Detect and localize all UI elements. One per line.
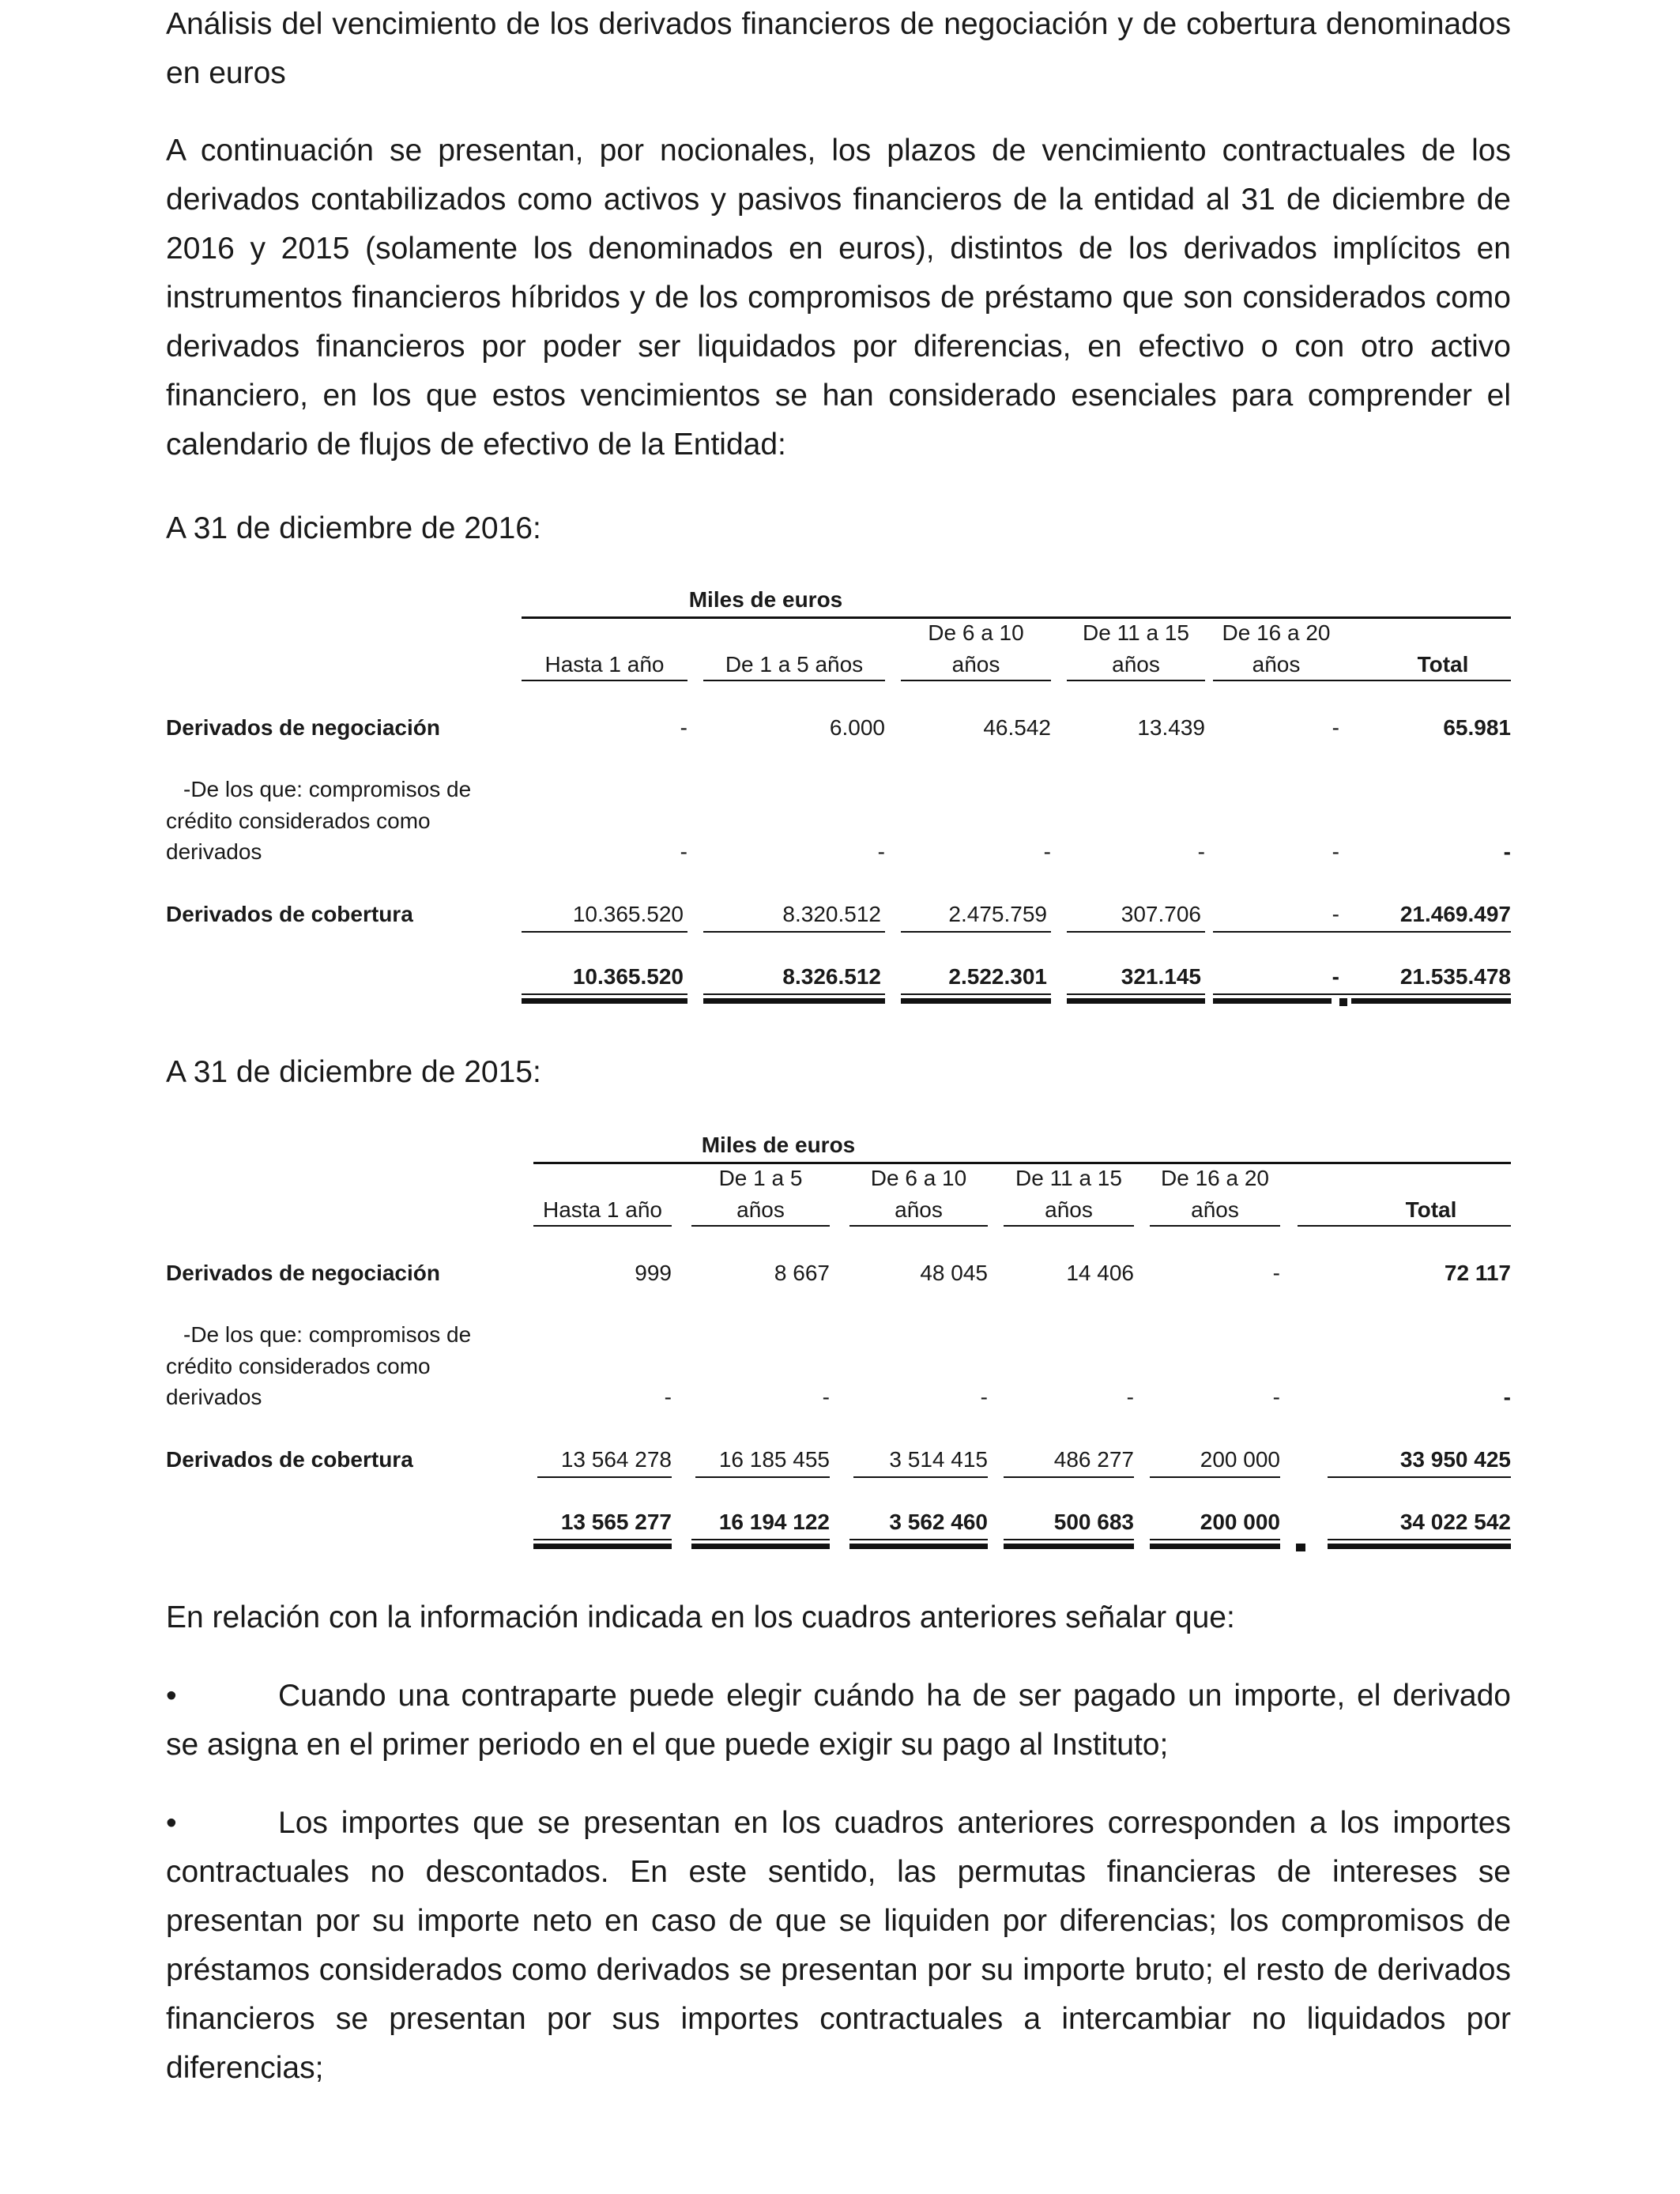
bullet-symbol: • bbox=[166, 1806, 177, 1840]
table-cell: 48 045 bbox=[920, 1261, 988, 1285]
col-header-6-10-l2: años bbox=[895, 1197, 943, 1222]
table-cell-sum-total: 21.535.478 bbox=[1399, 964, 1511, 989]
table-cell-total: 65.981 bbox=[1443, 715, 1511, 740]
row-label-compromisos-l3: derivados bbox=[166, 839, 262, 864]
col-header-11-15-l2: años bbox=[1045, 1197, 1093, 1222]
unit-header: Miles de euros bbox=[701, 1133, 856, 1157]
table-cell: 10.365.520 bbox=[572, 902, 684, 926]
bullet-symbol: • bbox=[166, 1679, 177, 1713]
table-cell: - bbox=[664, 1385, 672, 1409]
bullet-item bbox=[166, 1672, 1511, 1770]
table-cell-sum: 500 683 bbox=[1053, 1510, 1134, 1534]
col-header-16-20-l1: De 16 a 20 bbox=[1161, 1166, 1269, 1190]
table-cell-sum: 200 000 bbox=[1200, 1510, 1280, 1534]
table-cell: 13.439 bbox=[1137, 715, 1205, 740]
row-label-negociacion: Derivados de negociación bbox=[166, 1261, 440, 1285]
col-header-1-5-l1: De 1 a 5 bbox=[718, 1166, 803, 1190]
double-underline bbox=[522, 998, 687, 1004]
table-cell-sum: - bbox=[1332, 964, 1339, 989]
table-cell-total: - bbox=[1503, 1385, 1511, 1409]
table-cell: - bbox=[1126, 1385, 1134, 1409]
table-cell: - bbox=[1197, 839, 1205, 864]
table-cell: - bbox=[1272, 1385, 1280, 1409]
bullet-item bbox=[166, 1799, 1511, 2093]
intro-paragraph: A continuación se presentan, por nocionales, los plazos de vencimiento contractuales de los derivados contabilizados como activos y pasivos financieros de la entidad al 31 de diciembre de 2016 y 2015 (solamente los denominados en euros), distintos de los derivados implícitos en instrumentos financieros híbridos y de los compromisos de préstamo que son considerados como derivados financieros por poder ser liquidados por diferencias, en efectivo o con otro activo financiero, en los que estos vencimientos se han considerado esenciales para comprender el calendario de flujos de efectivo de la Entidad: bbox=[166, 134, 1511, 462]
table-cell: - bbox=[877, 839, 885, 864]
table-cell: - bbox=[1332, 902, 1339, 926]
table-cell: - bbox=[1272, 1261, 1280, 1285]
table-cell: 307.706 bbox=[1121, 902, 1201, 926]
table-2015-label: A 31 de diciembre de 2015: bbox=[166, 1055, 541, 1089]
table-cell-sum: 13 565 277 bbox=[560, 1510, 672, 1534]
col-header-1-5: De 1 a 5 años bbox=[725, 652, 864, 677]
table-cell: 8 667 bbox=[774, 1261, 830, 1285]
bullet-text: se asigna en el primer periodo en el que puede exigir su pago al Instituto; bbox=[166, 1728, 1169, 1762]
table-cell: 999 bbox=[635, 1261, 672, 1285]
double-underline bbox=[533, 1544, 672, 1549]
outro-paragraph: En relación con la información indicada en los cuadros anteriores señalar que: bbox=[166, 1600, 1235, 1634]
row-label-compromisos-l1: -De los que: compromisos de bbox=[183, 777, 472, 801]
col-header-hasta-1: Hasta 1 año bbox=[543, 1197, 662, 1222]
col-header-6-10-l1: De 6 a 10 bbox=[870, 1166, 967, 1190]
table-cell: - bbox=[680, 715, 687, 740]
row-label-cobertura: Derivados de cobertura bbox=[166, 1447, 413, 1472]
bullet-text: contractuales no descontados. En este sentido, las permutas financieras de intereses se presentan por su importe neto en caso de que se liquiden por diferencias; los compromisos de préstamos considerados como derivados se presentan por su importe bruto; el resto de derivados financieros se presentan por sus importes contractuales a intercambiar no liquidados por diferencias; bbox=[166, 1855, 1511, 2085]
maturity-table-2016 bbox=[166, 585, 1511, 1012]
table-cell: 3 514 415 bbox=[889, 1447, 988, 1472]
table-cell-sum: 2.522.301 bbox=[948, 964, 1047, 989]
table-cell: 8.320.512 bbox=[782, 902, 881, 926]
table-cell-sum: 321.145 bbox=[1121, 964, 1201, 989]
table-cell: 486 277 bbox=[1053, 1447, 1134, 1472]
table-cell-sum: 16 194 122 bbox=[718, 1510, 830, 1534]
col-header-1-5-l2: años bbox=[736, 1197, 785, 1222]
row-label-compromisos-l1: -De los que: compromisos de bbox=[183, 1322, 472, 1347]
col-header-11-15-l1: De 11 a 15 bbox=[1083, 620, 1189, 645]
col-header-total: Total bbox=[1405, 1197, 1457, 1222]
col-header-11-15-l2: años bbox=[1112, 652, 1160, 677]
bullet-first-line: Los importes que se presentan en los cuadros anteriores corresponden a los importes bbox=[278, 1806, 1511, 1840]
table-cell: 200 000 bbox=[1200, 1447, 1280, 1472]
unit-header: Miles de euros bbox=[688, 587, 843, 612]
table-cell: - bbox=[1332, 839, 1339, 864]
table-cell: 14 406 bbox=[1066, 1261, 1134, 1285]
table-cell: 6.000 bbox=[829, 715, 885, 740]
table-cell-sum: 10.365.520 bbox=[572, 964, 684, 989]
table-cell: 46.542 bbox=[983, 715, 1051, 740]
bullet-first-line: Cuando una contraparte puede elegir cuándo ha de ser pagado un importe, el derivado bbox=[278, 1679, 1511, 1713]
row-label-compromisos-l2: crédito considerados como bbox=[166, 809, 431, 833]
table-cell-total: 33 950 425 bbox=[1399, 1447, 1511, 1472]
table-cell: 13 564 278 bbox=[560, 1447, 672, 1472]
table-cell-sum: 8.326.512 bbox=[782, 964, 881, 989]
table-cell: - bbox=[1332, 715, 1339, 740]
section-heading: Análisis del vencimiento de los derivados financieros de negociación y de cobertura denominados en euros bbox=[166, 7, 1511, 90]
table-cell-sum: 3 562 460 bbox=[889, 1510, 988, 1534]
table-cell-total: 72 117 bbox=[1444, 1261, 1511, 1285]
col-header-16-20-l2: años bbox=[1191, 1197, 1239, 1222]
table-cell: - bbox=[822, 1385, 830, 1409]
table-2016-label: A 31 de diciembre de 2016: bbox=[166, 511, 541, 545]
col-header-6-10-l2: años bbox=[951, 652, 1000, 677]
table-cell: 2.475.759 bbox=[948, 902, 1047, 926]
col-header-16-20-l1: De 16 a 20 bbox=[1222, 620, 1331, 645]
row-label-negociacion: Derivados de negociación bbox=[166, 715, 440, 740]
row-label-compromisos-l2: crédito considerados como bbox=[166, 1354, 431, 1378]
table-cell: - bbox=[1043, 839, 1051, 864]
col-header-11-15-l1: De 11 a 15 bbox=[1015, 1166, 1122, 1190]
col-header-total: Total bbox=[1417, 652, 1469, 677]
col-header-6-10-l1: De 6 a 10 bbox=[928, 620, 1024, 645]
table-cell: - bbox=[980, 1385, 988, 1409]
table-cell-total: - bbox=[1503, 839, 1511, 864]
maturity-table-2015 bbox=[166, 1130, 1511, 1557]
row-label-compromisos-l3: derivados bbox=[166, 1385, 262, 1409]
table-cell-sum-total: 34 022 542 bbox=[1399, 1510, 1511, 1534]
table-cell-total: 21.469.497 bbox=[1399, 902, 1511, 926]
col-header-hasta-1: Hasta 1 año bbox=[544, 652, 665, 677]
row-label-cobertura: Derivados de cobertura bbox=[166, 902, 413, 926]
table-cell: 16 185 455 bbox=[718, 1447, 830, 1472]
table-cell: - bbox=[680, 839, 687, 864]
col-header-16-20-l2: años bbox=[1252, 652, 1301, 677]
